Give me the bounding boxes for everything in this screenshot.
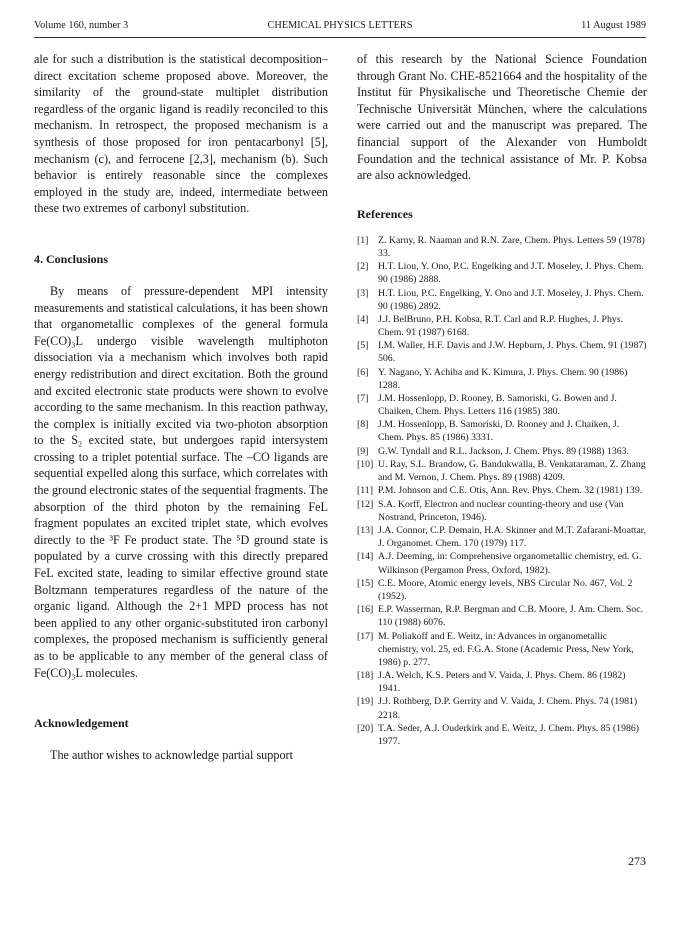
reference-item — [357, 577, 647, 603]
reference-text: Z. Karny, R. Naaman and R.N. Zare, Chem. Phys. Letters 59 (1978) 33. — [378, 234, 645, 259]
reference-item — [357, 260, 647, 286]
intro-paragraph: ale for such a distribution is the statistical decomposition–direct excitation scheme proposed above. Moreover, the similarity of the ground-state multiplet distribution regardless of the organic ligand is readily reconciled to this mechanism. In retrospect, the proposed mechanism is a synthesis of those proposed for iron pentacarbonyl [5], mechanism (c), and ferrocene [2,3], mechanism (b). Such behavior is entirely reasonable since the complexes employed in the study are, indeed, intermediate between these two extremes of carbonyl substitution. — [34, 52, 328, 216]
reference-text: J.A. Welch, K.S. Peters and V. Vaida, J. Phys. Chem. 86 (1982) 1941. — [378, 670, 626, 695]
reference-number: [10] — [357, 459, 374, 471]
reference-item — [357, 550, 647, 576]
reference-number: [5] — [357, 340, 369, 352]
journal-title: CHEMICAL PHYSICS LETTERS — [267, 20, 413, 31]
reference-item — [357, 524, 647, 550]
reference-number: [15] — [357, 577, 374, 589]
reference-number: [18] — [357, 670, 374, 682]
reference-item — [357, 366, 647, 392]
reference-text: C.E. Moore, Atomic energy levels, NBS Circular No. 467, Vol. 2 (1952). — [378, 577, 633, 602]
reference-number: [19] — [357, 696, 374, 708]
running-header — [34, 20, 646, 34]
left-column — [34, 51, 328, 764]
reference-text: T.A. Seder, A.J. Ouderkirk and E. Weitz, J. Chem. Phys. 85 (1986) 1977. — [378, 722, 640, 747]
reference-text: J.M. Hossenlopp, D. Rooney, B. Samoriski, G. Bowen and J. Chaiken, Chem. Phys. Letters 116 (1985) 380. — [378, 393, 617, 418]
reference-item — [357, 313, 647, 339]
page-number: 273 — [628, 854, 646, 868]
volume-label: Volume 160, number 3 — [34, 20, 129, 31]
reference-item — [357, 458, 647, 484]
reference-item — [357, 445, 647, 458]
reference-number: [6] — [357, 366, 369, 378]
reference-item — [357, 630, 647, 669]
reference-number: [3] — [357, 287, 369, 299]
reference-number: [2] — [357, 261, 369, 273]
reference-number: [11] — [357, 485, 373, 497]
reference-text: Y. Nagano, Y. Achiba and K. Kimura, J. Phys. Chem. 90 (1986) 1288. — [378, 366, 628, 391]
reference-text: I.M. Waller, H.F. Davis and J.W. Hepburn, J. Phys. Chem. 91 (1987) 506. — [378, 340, 647, 365]
right-column — [357, 51, 647, 748]
reference-number: [7] — [357, 393, 369, 404]
reference-item — [357, 484, 647, 497]
reference-item — [357, 695, 647, 721]
reference-number: [16] — [357, 604, 374, 616]
reference-number: [17] — [357, 630, 374, 642]
reference-item — [357, 498, 647, 524]
reference-item — [357, 234, 647, 260]
reference-text: J.J. BelBruno, P.H. Kobsa, R.T. Carl and R.P. Hughes, J. Phys. Chem. 91 (1987) 6168. — [378, 313, 624, 338]
reference-number: [4] — [357, 313, 369, 325]
reference-item — [357, 669, 647, 695]
reference-number: [13] — [357, 525, 374, 537]
conclusions-heading: 4. Conclusions — [34, 251, 109, 266]
reference-number: [9] — [357, 445, 369, 457]
reference-item — [357, 287, 647, 313]
issue-date: 11 August 1989 — [581, 20, 646, 31]
reference-number: [8] — [357, 419, 369, 431]
reference-text: A.J. Deeming, in: Comprehensive organometallic chemistry, ed. G. Wilkinson (Pergamon Press, Oxford, 1982). — [378, 551, 642, 576]
reference-text: M. Poliakoff and E. Weitz, in: Advances in organometallic chemistry, vol. 25, ed. F.G.A. Stone (Academic Press, New York, 1986) p. 277. — [378, 630, 634, 668]
reference-text: S.A. Korff, Electron and nuclear counting-theory and use (Van Nostrand, Princeton, 1946). — [378, 498, 624, 523]
reference-item — [357, 418, 647, 444]
reference-text: H.T. Liou, P.C. Engelking, Y. Ono and J.T. Moseley, J. Phys. Chem. 90 (1986) 2892. — [378, 287, 644, 312]
conclusions-paragraph: By means of pressure-dependent MPI intensity measurements and statistical calculations, it has been shown that organometallic complexes of the general formula Fe(CO)₃L undergo visible wavelength multiphoton dissociation via a mechanism which involves both rapid energy redistribution and direct excitation. Both the ground and excited electronic state products were shown to evolve according to the same mechanism. In this reaction pathway, the complex is initially excited via two-photon absorption to the S₂ excited state, but undergoes rapid intersystem crossing to a triplet potential surface. The –CO ligands are sequential expelled along this surface, which correlates with the ground electronic states of the sequential fragments. The absorption of the third photon by the remaining FeL fragment populates an excited triplet state, which evolves directly to the ³F Fe product state. The ⁵D ground state is populated by a curve crossing with this directly prepared FeL excited state, leading to similar effective ground state Boltzmann temperatures regardless of the nature of the organic ligand. Although the 2+1 MPD process has not been applied to any other organic-substituted iron carbonyl complexes, the proposed mechanism is sufficiently general as to be applicable to any member of the general class of Fe(CO)₃L molecules. — [34, 283, 328, 680]
header-rule — [34, 37, 646, 38]
reference-text: J.M. Hossenlopp, B. Samoriski, D. Rooney and J. Chaiken, J. Chem. Phys. 85 (1986) 3331. — [378, 419, 620, 444]
reference-number: [1] — [357, 234, 369, 246]
reference-item — [357, 339, 647, 365]
reference-text: J.A. Connor, C.P. Demain, H.A. Skinner and M.T. Zafarani-Moattar, J. Organomet. Chem. 170 (1979) 117. — [378, 525, 647, 550]
acknowledgement-heading: Acknowledgement — [34, 716, 129, 731]
reference-number: [12] — [357, 498, 374, 510]
references-heading: References — [357, 206, 413, 221]
reference-text: J.J. Rothberg, D.P. Gerrity and V. Vaida, J. Chem. Phys. 74 (1981) 2218. — [378, 696, 638, 721]
reference-number: [14] — [357, 551, 374, 563]
reference-item — [357, 603, 647, 629]
reference-number: [20] — [357, 722, 374, 734]
reference-list — [357, 234, 647, 748]
acknowledgement-continued: of this research by the National Science Foundation through Grant No. CHE-8521664 and the hospitality of the Institut für Physikalische und Theoretische Chemie der Technische Universität München, where the calculations were carried out and the manuscript was prepared. The financial support of the Alexander von Humboldt Foundation and the technical assistance of Mr. P. Kobsa are also acknowledged. — [357, 52, 647, 183]
reference-text: H.T. Liou, Y. Ono, P.C. Engelking and J.T. Moseley, J. Phys. Chem. 90 (1986) 2888. — [378, 261, 644, 286]
reference-text: E.P. Wasserman, R.P. Bergman and C.B. Moore, J. Am. Chem. Soc. 110 (1988) 6076. — [378, 604, 643, 629]
reference-item — [357, 392, 647, 418]
reference-text: U. Ray, S.L. Brandow, G. Bandukwalla, B. Venkataraman, Z. Zhang and M. Vernon, J. Chem. Phys. 89 (1988) 4209. — [378, 459, 646, 484]
acknowledgement-paragraph: The author wishes to acknowledge partial support — [50, 748, 294, 763]
reference-text: P.M. Johnson and C.E. Otis, Ann. Rev. Phys. Chem. 32 (1981) 139. — [378, 485, 643, 497]
reference-item — [357, 722, 647, 748]
reference-text: G.W. Tyndall and R.L. Jackson, J. Chem. Phys. 89 (1988) 1363. — [378, 445, 630, 457]
